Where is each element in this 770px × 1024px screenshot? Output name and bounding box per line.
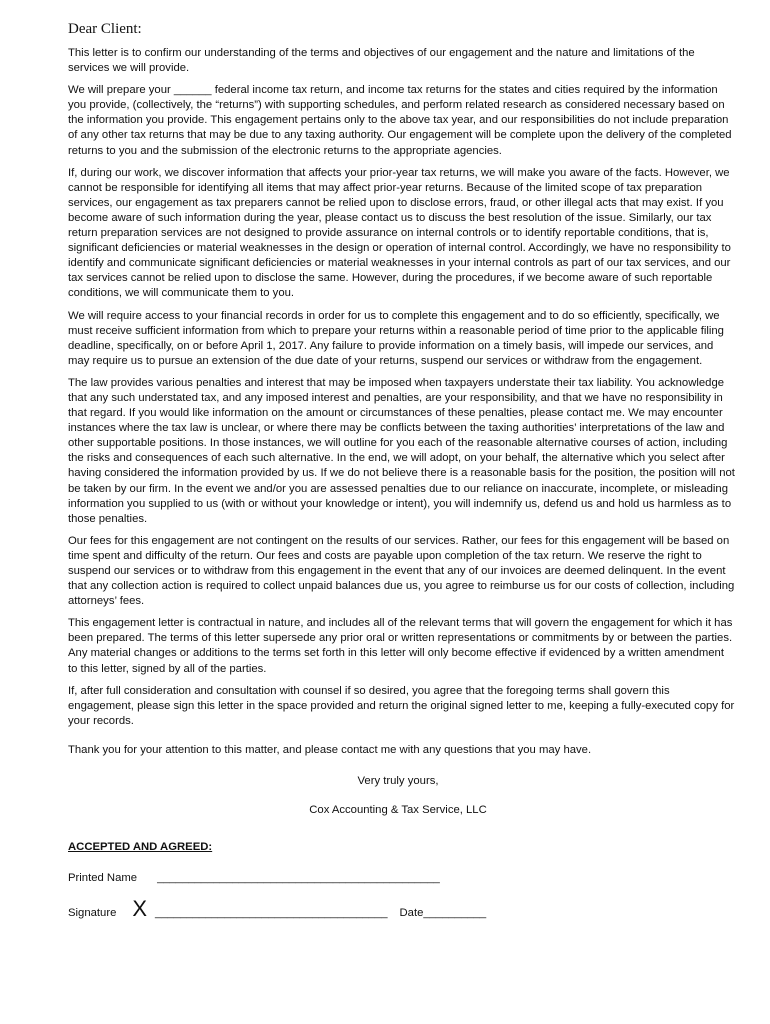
date-label: Date xyxy=(399,907,424,920)
paragraph-purpose: This letter is to confirm our understanding of the terms and objectives of our engagement and the nature and limitations of the services we will provide. xyxy=(68,47,695,75)
paragraph-prior-year: If, during our work, we discover information that affects your prior-year tax returns, we will make you aware of the facts. However, we cannot be responsible for identifying all items that may affect prior-year returns. Because of the limited scope of tax preparation services, our engagement as tax preparers cannot be relied upon to disclose errors, fraud, or other illegal acts that may exist. If you become aware of such information during the year, please contact us to discuss the best resolution of the issue. Similarly, our tax return preparation services are not designed to provide assurance on internal controls or to identify reportable conditions, that is, significant deficiencies or material weaknesses in the design or operation of internal control. Accordingly, we have no responsibility to identify and communicate significant deficiencies or material weaknesses in your internal controls as part of our tax services, and our tax services cannot be relied upon to disclose the same. However, during the procedures, if we become aware of such reportable conditions, we will communicate them to you. xyxy=(68,166,731,300)
closing-line: Very truly yours, xyxy=(357,775,439,788)
date-field[interactable]: __________ xyxy=(423,907,487,920)
signature-x-mark: X xyxy=(132,896,148,922)
engagement-letter xyxy=(68,20,736,922)
paragraph-scope: We will prepare your ______ federal income tax return, and income tax returns for the states and cities required by the information you provide, (collectively, the “returns”) with supporting schedules, and perform related research as considered necessary based on the information you provide. This engagement pertains only to the above tax year, and our responsibilities do not include preparation of any other tax returns that may be due to any taxing authority. Our engagement will be complete upon the delivery of the completed returns to you and the submission of the electronic returns to the appropriate agencies. xyxy=(68,84,732,157)
signature-label: Signature xyxy=(68,907,117,920)
firm-name: Cox Accounting & Tax Service, LLC xyxy=(309,804,487,817)
thanks-line: Thank you for your attention to this matter, and please contact me with any questions that you may have. xyxy=(68,743,592,756)
signature-row xyxy=(68,898,736,921)
paragraph-records: We will require access to your financial records in order for us to complete this engagement and to do so efficiently, specifically, we must receive sufficient information from which to prepare your returns within a reasonable period of time prior to the applicable filing deadline, specifically, on or before April 1, 2017. Any failure to provide information on a timely basis, will impede our services, and may require us to pursue an extension of the due date of your returns, suspend our services or withdraw from the engagement. xyxy=(68,309,724,367)
accepted-heading: ACCEPTED AND AGREED: xyxy=(68,841,213,854)
paragraph-penalties: The law provides various penalties and interest that may be imposed when taxpayers understate their tax liability. You acknowledge that any such understated tax, and any imposed interest and penalties, are your responsibility, and that we have no responsibility in that regard. If you would like information on the amount or circumstances of these penalties, please contact me. We may encounter instances where the tax law is unclear, or where there may be conflicts between the taxing authorities’ interpretations of the law and other supportable positions. In those instances, we will outline for you each of the reasonable alternative courses of action, including the risks and consequences of each such alternative. In the end, we will adopt, on your behalf, the alternative which you select after having considered the information provided by us. If we do not believe there is a reasonable basis for the position, the position will not be taken by our firm. In the event we and/or you are assessed penalties due to our reliance on inaccurate, incomplete, or misleading information you supplied to us (with or without your knowledge or intent), you will indemnify us, defend us and hold us harmless as to those penalties. xyxy=(68,376,735,525)
printed-name-row xyxy=(68,871,736,886)
paragraph-sign-request: If, after full consideration and consultation with counsel if so desired, you agree that the foregoing terms shall govern this engagement, please sign this letter in the space provided and return the original signed letter to me, keeping a fully-executed copy for your records. xyxy=(68,684,735,727)
printed-name-label: Printed Name xyxy=(68,872,138,885)
salutation: Dear Client: xyxy=(68,21,142,37)
paragraph-fees: Our fees for this engagement are not contingent on the results of our services. Rather, our fees for this engagement will be based on time spent and difficulty of the return. Our fees and costs are payable upon completion of the tax return. We reserve the right to suspend our services or to withdraw from this engagement in the event that any of our invoices are deemed delinquent. In the event that any collection action is required to collect unpaid balances due us, you agree to reimburse us for our costs of collection, including attorneys’ fees. xyxy=(68,534,735,608)
paragraph-contract: This engagement letter is contractual in nature, and includes all of the relevant terms that will govern the engagement for which it has been prepared. The terms of this letter supersede any prior oral or written representations or commitments by or between the parties. Any material changes or additions to the terms set forth in this letter will only become effective if evidenced by a written amendment to this letter, signed by all of the parties. xyxy=(68,617,733,675)
signature-field[interactable]: _____________________________________ xyxy=(155,907,388,920)
printed-name-field[interactable]: _____________________________________________ xyxy=(157,872,440,885)
